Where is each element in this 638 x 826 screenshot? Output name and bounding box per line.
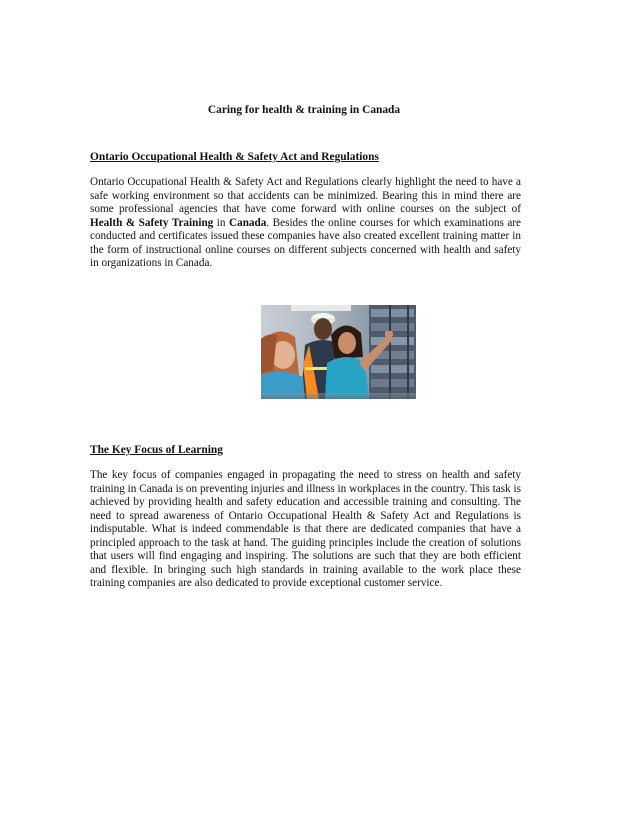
bold-health-safety-training: Health & Safety Training — [90, 216, 214, 229]
section-heading-key-focus: The Key Focus of Learning — [90, 444, 223, 456]
bold-canada: Canada — [229, 216, 267, 229]
document-title: Caring for health & training in Canada — [207, 104, 401, 116]
paragraph-text-1c: . Besides the online courses for which examinations are conducted and certificates issued these companies have also created excellent training matter in the form of instructional online courses on different subjects concerned with health and safety in organizations in Canada. — [90, 216, 521, 269]
section-paragraph-key-focus: The key focus of companies engaged in propagating the need to stress on health and safety training in Canada is on preventing injuries and illness in workplaces in the country. This task is achieved by providing health and safety education and accessible training and consulting. The need to spread awareness of Ontario Occupational Health & Safety Act and Regulations is indisputable. What is indeed commendable is that there are dedicated companies that have a principled approach to the task at hand. The guiding principles include the creation of solutions that users will find engaging and inspiring. The solutions are such that they are both efficient and flexible. In bringing such high standards in training available to the work place these training companies are also dedicated to provide exceptional customer service. — [90, 469, 521, 589]
section-heading-ohsa: Ontario Occupational Health & Safety Act and Regulations — [90, 151, 379, 163]
photo-workers-with-hardhat-icon — [261, 305, 416, 399]
paragraph-text-1a: Ontario Occupational Health & Safety Act and Regulations clearly highlight the need to have a safe working environment so that accidents can be minimized. Bearing this in mind there are some professional agencies that have come forward with online courses on the subject of — [90, 176, 521, 215]
section-paragraph-ohsa — [90, 176, 521, 271]
paragraph-text-1b: in — [213, 216, 230, 229]
workers-photo — [261, 305, 416, 399]
